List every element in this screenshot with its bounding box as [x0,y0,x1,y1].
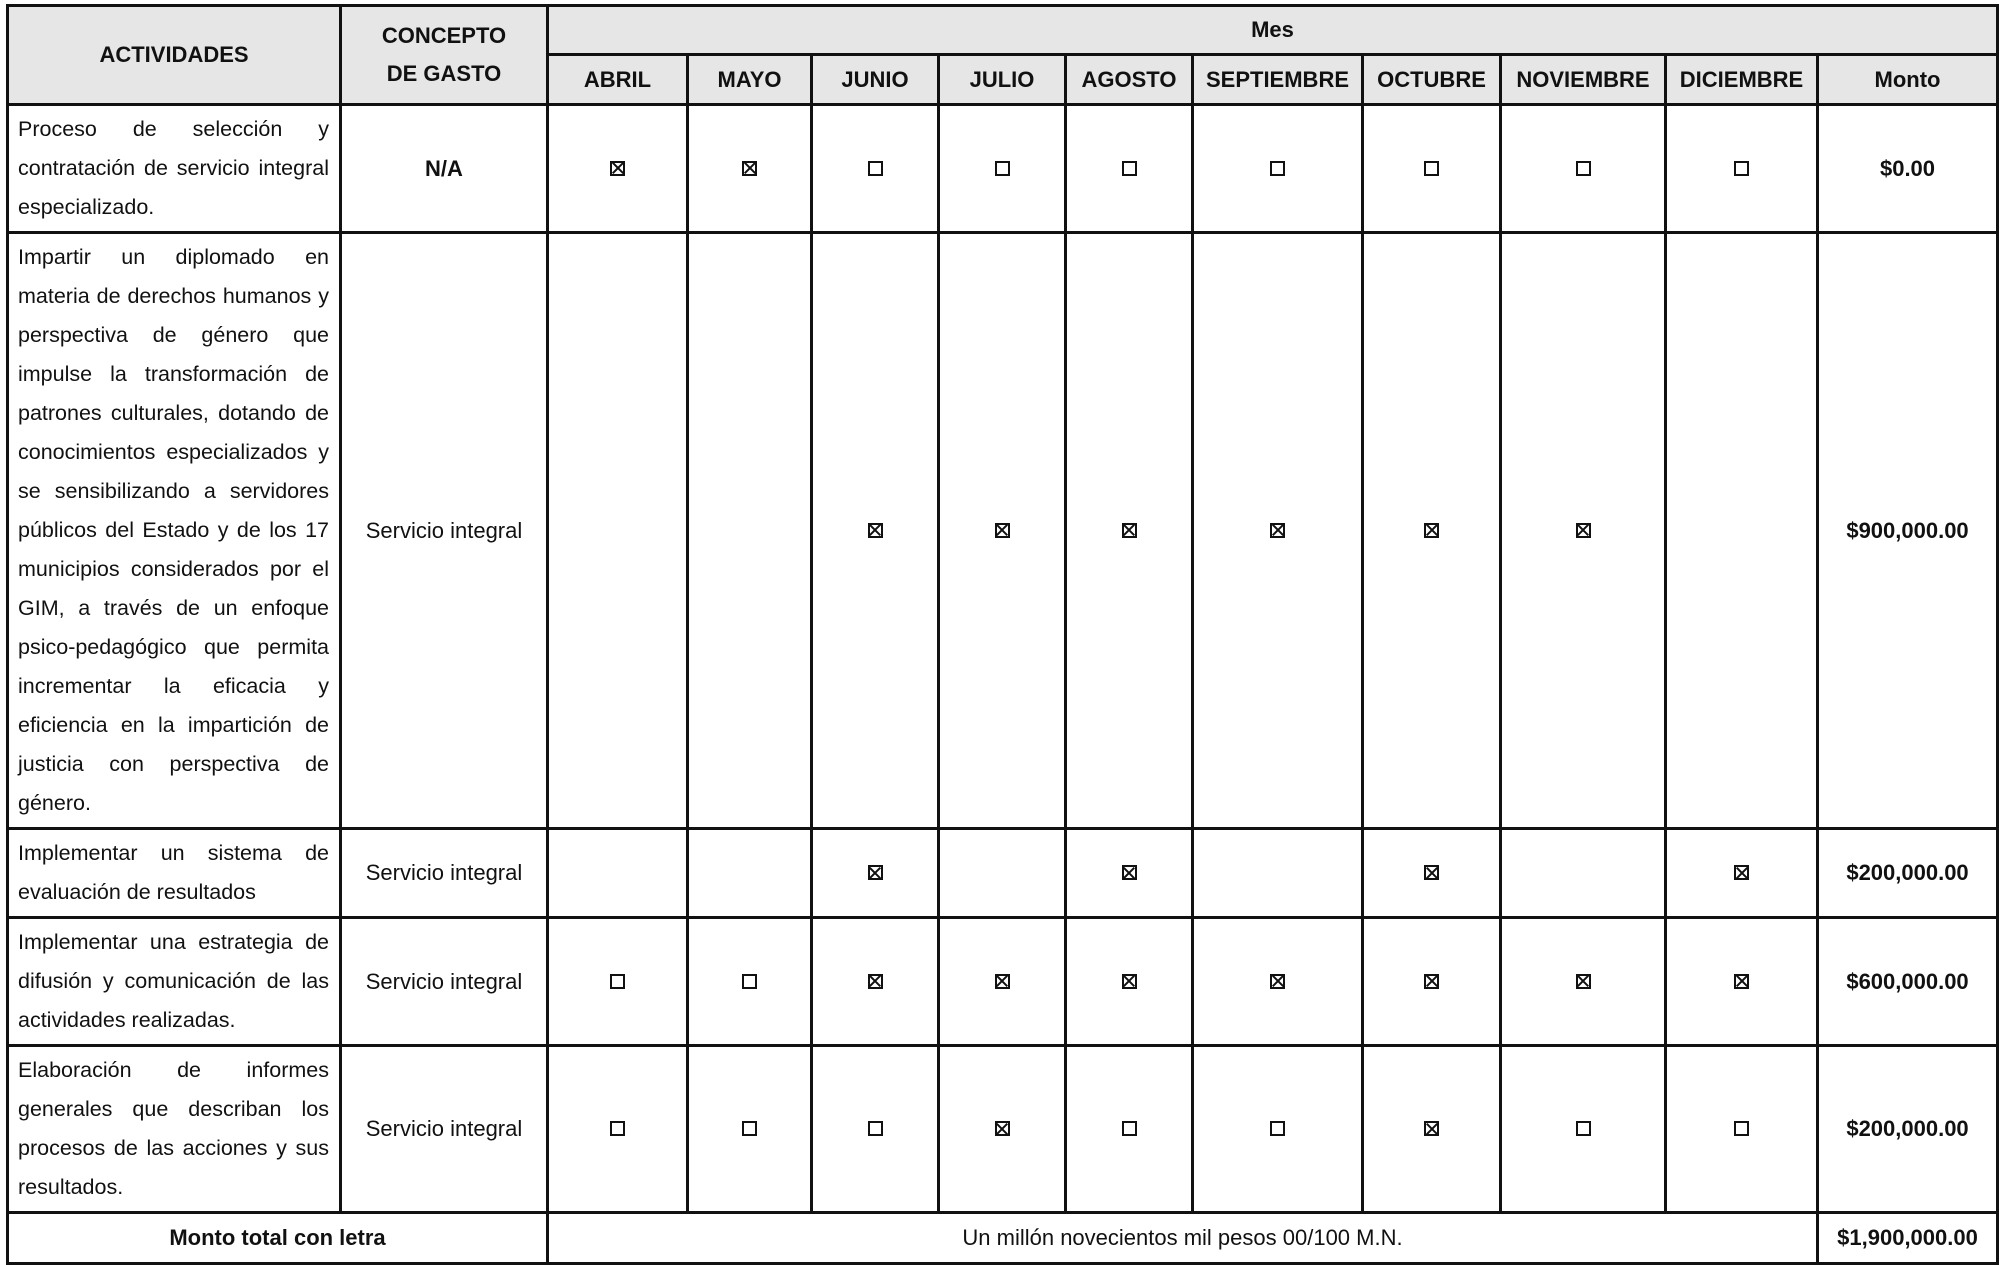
total-row [8,1213,1998,1264]
checked-box-icon [1270,974,1285,989]
checked-box-icon [1576,523,1591,538]
empty-box-icon [868,1121,883,1136]
empty-box-icon [1734,1121,1749,1136]
month-cell-mayo [688,829,812,918]
empty-box-icon [742,974,757,989]
month-cell-septiembre [1193,918,1363,1046]
checked-box-icon [1734,974,1749,989]
header-concept-line1: CONCEPTO [381,23,507,48]
month-cell-diciembre [1666,918,1818,1046]
table-row [8,1046,1998,1213]
header-month-mayo: MAYO [688,55,812,105]
checked-box-icon [1424,865,1439,880]
amount-cell: $0.00 [1818,105,1998,233]
amount-cell: $900,000.00 [1818,233,1998,829]
empty-box-icon [1734,161,1749,176]
empty-box-icon [1270,161,1285,176]
month-cell-octubre [1363,829,1501,918]
checked-box-icon [1122,865,1137,880]
header-month-septiembre: SEPTIEMBRE [1193,55,1363,105]
total-amount: $1,900,000.00 [1818,1213,1998,1264]
month-cell-octubre [1363,105,1501,233]
amount-cell: $200,000.00 [1818,829,1998,918]
month-cell-agosto [1066,233,1193,829]
month-cell-junio [812,918,939,1046]
table-header [8,6,1998,105]
month-cell-septiembre [1193,105,1363,233]
checked-box-icon [1734,865,1749,880]
month-cell-julio [939,233,1066,829]
header-month-diciembre: DICIEMBRE [1666,55,1818,105]
activity-cell: Implementar una estrategia de difusión y comunicación de las actividades realizadas. [8,918,341,1046]
month-cell-noviembre [1501,1046,1666,1213]
month-cell-octubre [1363,1046,1501,1213]
month-cell-noviembre [1501,829,1666,918]
concept-cell: Servicio integral [341,829,548,918]
concept-cell: Servicio integral [341,1046,548,1213]
empty-box-icon [1576,161,1591,176]
concept-cell: N/A [341,105,548,233]
month-cell-abril [548,233,688,829]
amount-cell: $200,000.00 [1818,1046,1998,1213]
month-cell-abril [548,829,688,918]
checked-box-icon [995,523,1010,538]
activity-cell: Proceso de selección y contratación de servicio integral especializado. [8,105,341,233]
activity-cell: Impartir un diplomado en materia de derechos humanos y perspectiva de género que impulse la transformación de patrones culturales, dotando de conocimientos especializados y se sensibilizando a servidores públicos del Estado y de los 17 municipios considerados por el GIM, a través de un enfoque psico-pedagógico que permita incrementar la eficacia y eficiencia en la impartición de justicia con perspectiva de género. [8,233,341,829]
checked-box-icon [995,1121,1010,1136]
table-body [8,105,1998,1213]
checked-box-icon [868,523,883,538]
table-row [8,829,1998,918]
empty-box-icon [868,161,883,176]
header-month-abril: ABRIL [548,55,688,105]
activity-cell: Implementar un sistema de evaluación de resultados [8,829,341,918]
empty-box-icon [742,1121,757,1136]
month-cell-diciembre [1666,1046,1818,1213]
checked-box-icon [1122,974,1137,989]
checked-box-icon [742,161,757,176]
checked-box-icon [1424,523,1439,538]
month-cell-mayo [688,105,812,233]
header-concept [341,6,548,105]
empty-box-icon [1122,161,1137,176]
month-cell-septiembre [1193,829,1363,918]
header-amount: Monto [1818,55,1998,105]
concept-cell: Servicio integral [341,233,548,829]
month-cell-noviembre [1501,105,1666,233]
table-row [8,105,1998,233]
month-cell-abril [548,918,688,1046]
header-month-octubre: OCTUBRE [1363,55,1501,105]
empty-box-icon [995,161,1010,176]
month-cell-julio [939,105,1066,233]
month-cell-diciembre [1666,233,1818,829]
table-footer [8,1213,1998,1264]
header-month-agosto: AGOSTO [1066,55,1193,105]
header-row-top [8,6,1998,55]
empty-box-icon [1424,161,1439,176]
month-cell-septiembre [1193,1046,1363,1213]
month-cell-abril [548,105,688,233]
month-cell-septiembre [1193,233,1363,829]
header-activities: ACTIVIDADES [8,6,341,105]
month-cell-mayo [688,1046,812,1213]
empty-box-icon [1576,1121,1591,1136]
month-cell-julio [939,829,1066,918]
month-cell-diciembre [1666,829,1818,918]
empty-box-icon [1122,1121,1137,1136]
checked-box-icon [1424,1121,1439,1136]
month-cell-mayo [688,233,812,829]
checked-box-icon [1270,523,1285,538]
empty-box-icon [1270,1121,1285,1136]
month-cell-agosto [1066,105,1193,233]
month-cell-junio [812,829,939,918]
concept-cell: Servicio integral [341,918,548,1046]
month-cell-junio [812,1046,939,1213]
empty-box-icon [610,974,625,989]
header-month-noviembre: NOVIEMBRE [1501,55,1666,105]
month-cell-junio [812,233,939,829]
empty-box-icon [610,1121,625,1136]
month-cell-agosto [1066,1046,1193,1213]
month-cell-diciembre [1666,105,1818,233]
month-cell-octubre [1363,233,1501,829]
total-label: Monto total con letra [8,1213,548,1264]
month-cell-junio [812,105,939,233]
total-in-words: Un millón novecientos mil pesos 00/100 M.N. [548,1213,1818,1264]
month-cell-noviembre [1501,233,1666,829]
checked-box-icon [868,974,883,989]
month-cell-julio [939,1046,1066,1213]
budget-schedule-table [6,4,1999,1265]
checked-box-icon [1576,974,1591,989]
header-month-julio: JULIO [939,55,1066,105]
table-row [8,918,1998,1046]
table-row [8,233,1998,829]
month-cell-octubre [1363,918,1501,1046]
activity-cell: Elaboración de informes generales que describan los procesos de las acciones y sus resultados. [8,1046,341,1213]
checked-box-icon [1424,974,1439,989]
checked-box-icon [995,974,1010,989]
month-cell-mayo [688,918,812,1046]
checked-box-icon [868,865,883,880]
month-cell-agosto [1066,829,1193,918]
month-cell-abril [548,1046,688,1213]
header-concept-line2: DE GASTO [386,61,502,86]
header-month-group: Mes [548,6,1998,55]
month-cell-noviembre [1501,918,1666,1046]
checked-box-icon [1122,523,1137,538]
header-month-junio: JUNIO [812,55,939,105]
amount-cell: $600,000.00 [1818,918,1998,1046]
checked-box-icon [610,161,625,176]
month-cell-julio [939,918,1066,1046]
month-cell-agosto [1066,918,1193,1046]
